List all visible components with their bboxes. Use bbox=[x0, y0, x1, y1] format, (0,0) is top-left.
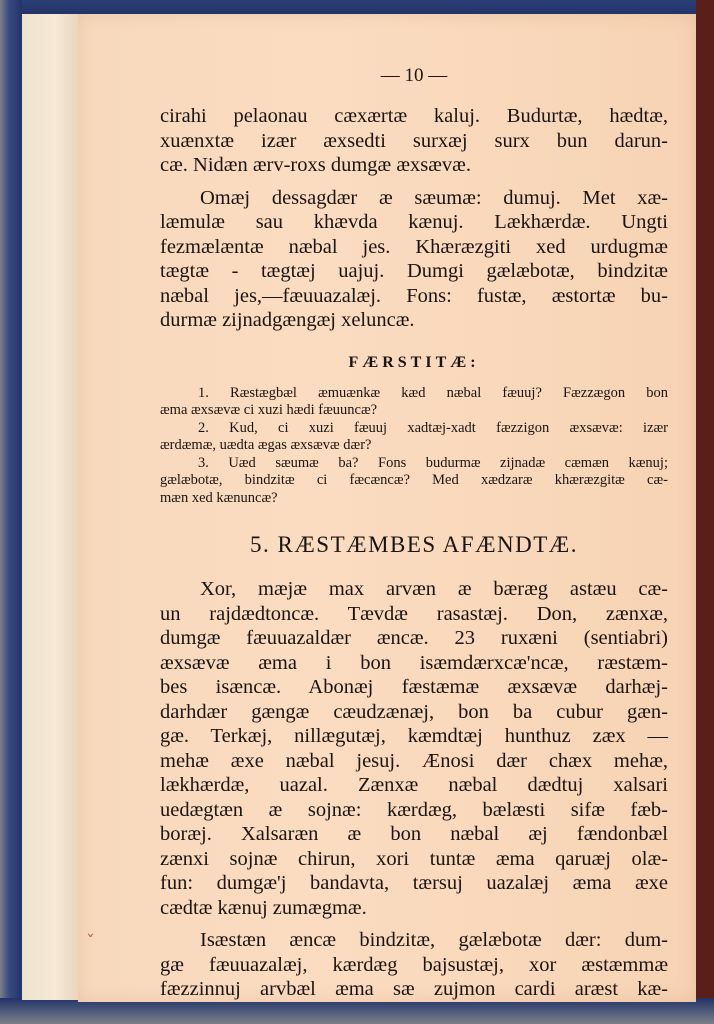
question-line: mæn xed kænuncæ? bbox=[160, 489, 278, 506]
question-line: 3. Uæd sæumæ ba? Fons budurmæ zijnadæ cæmæn kænuj; bbox=[198, 454, 668, 471]
questions-list bbox=[160, 385, 668, 508]
section-paragraph bbox=[160, 577, 668, 920]
text-line: æxsævæ æma i bon isæmdærxcæ'ncæ, ræstæm- bbox=[160, 651, 668, 674]
text-line: fæzzinnuj arvbæl æma sæ zujmon cardi aræst kæ- bbox=[160, 978, 668, 1000]
text-line: dumgæ fæuuazaldær æncæ. 23 ruxæni (sentiabri) bbox=[160, 627, 668, 649]
text-line: Isæstæn æncæ bindzitæ, gælæbotæ dær: dum- bbox=[200, 929, 668, 951]
text-line: mehæ æxe næbal jesuj. Ænosi dær chæx mehæ, bbox=[160, 749, 668, 772]
text-line: fun: dumgæ'j bandavta, tærsuj uazalæj æma æxe bbox=[160, 872, 668, 894]
text-line: uedægtæn æ sojnæ: kærdæg, bælæsti sifæ fæb- bbox=[160, 798, 668, 821]
questions-heading: FÆRSTITÆ: bbox=[348, 353, 480, 371]
text-line: gæ. Terkæj, nillægutæj, kæmdtæj hunthuz zæx — bbox=[160, 725, 668, 747]
text-line: Omæj dessagdær æ sæumæ: dumuj. Met xæ- bbox=[200, 186, 668, 209]
book-cover-right bbox=[696, 0, 714, 1024]
text-line: un rajdædtoncæ. Tævdæ rasastæj. Don, zænxæ, bbox=[160, 602, 668, 625]
page-text bbox=[160, 64, 668, 1002]
inner-spine-page bbox=[22, 14, 79, 1000]
text-line: xuænxtæ izær æxsedti surxæj surx bun darun- bbox=[160, 129, 668, 152]
intro-paragraph bbox=[160, 104, 668, 178]
book-cover-left bbox=[0, 0, 22, 1024]
book-page bbox=[78, 14, 696, 1002]
question-line: gælæbotæ, bindzitæ ci fæcæncæ? Med xædzaræ khæræzgitæ cæ- bbox=[160, 472, 668, 488]
text-line: cædtæ kænuj zumægmæ. bbox=[160, 896, 367, 919]
question-line: 2. Kud, ci xuzi fæuuj xadtæj-xadt fæzzigon æxsævæ: izær bbox=[198, 419, 668, 436]
second-paragraph bbox=[160, 186, 668, 333]
text-line: durmæ zijnadgængæj xeluncæ. bbox=[160, 309, 415, 331]
text-line: zænxi sojnæ chirun, xori tuntæ æma qaruæj olæ- bbox=[160, 847, 668, 870]
text-line: næbal jes,—fæuuazalæj. Fons: fustæ, æstortæ bu- bbox=[160, 284, 668, 307]
text-line: Xor, mæjæ max arvæn æ bæræg astæu cæ- bbox=[200, 578, 668, 600]
text-line: fezmælæntæ næbal jes. Khæræzgiti xed urdugmæ bbox=[160, 235, 668, 258]
text-line: bes isæncæ. Abonæj fæstæmæ æxsævæ darhæj- bbox=[160, 676, 668, 698]
final-paragraph bbox=[160, 928, 668, 1002]
text-line: boræj. Xalsaræn æ bon næbal æj fændonbæl bbox=[160, 823, 668, 845]
pencil-check-mark: ˇ bbox=[86, 932, 95, 953]
text-line: darhdær gængæ cæudzænæj, bon ba cubur gæn- bbox=[160, 700, 668, 723]
text-line: læmulæ sau khævda kænuj. Lækhærdæ. Ungti bbox=[160, 211, 668, 233]
question-line: ærdæmæ, uædta ægas æxsævæ dær? bbox=[160, 437, 372, 453]
text-line: cæ. Nidæn ærv-roxs dumgæ æxsævæ. bbox=[160, 154, 471, 176]
text-line: tægtæ - tægtæj uajuj. Dumgi gælæbotæ, bindzitæ bbox=[160, 260, 668, 282]
question-line: 1. Ræstægbæl æmuænkæ kæd næbal fæuuj? Fæzzægon bon bbox=[198, 384, 668, 401]
page-number: — 10 — bbox=[380, 65, 448, 86]
text-line: gæ fæuuazalæj, kærdæg bajsustæj, xor æstæmmæ bbox=[160, 953, 668, 976]
section-title: 5. RÆSTÆMBES AFÆNDTÆ. bbox=[249, 532, 579, 557]
text-line: lækhærdæ, uazal. Zænxæ næbal dædtuj xalsari bbox=[160, 774, 668, 796]
text-line: cirahi pelaonau cæxærtæ kaluj. Budurtæ, hædtæ, bbox=[160, 105, 668, 127]
question-line: æma æxsævæ ci xuzi hædi fæuuncæ? bbox=[160, 402, 378, 418]
